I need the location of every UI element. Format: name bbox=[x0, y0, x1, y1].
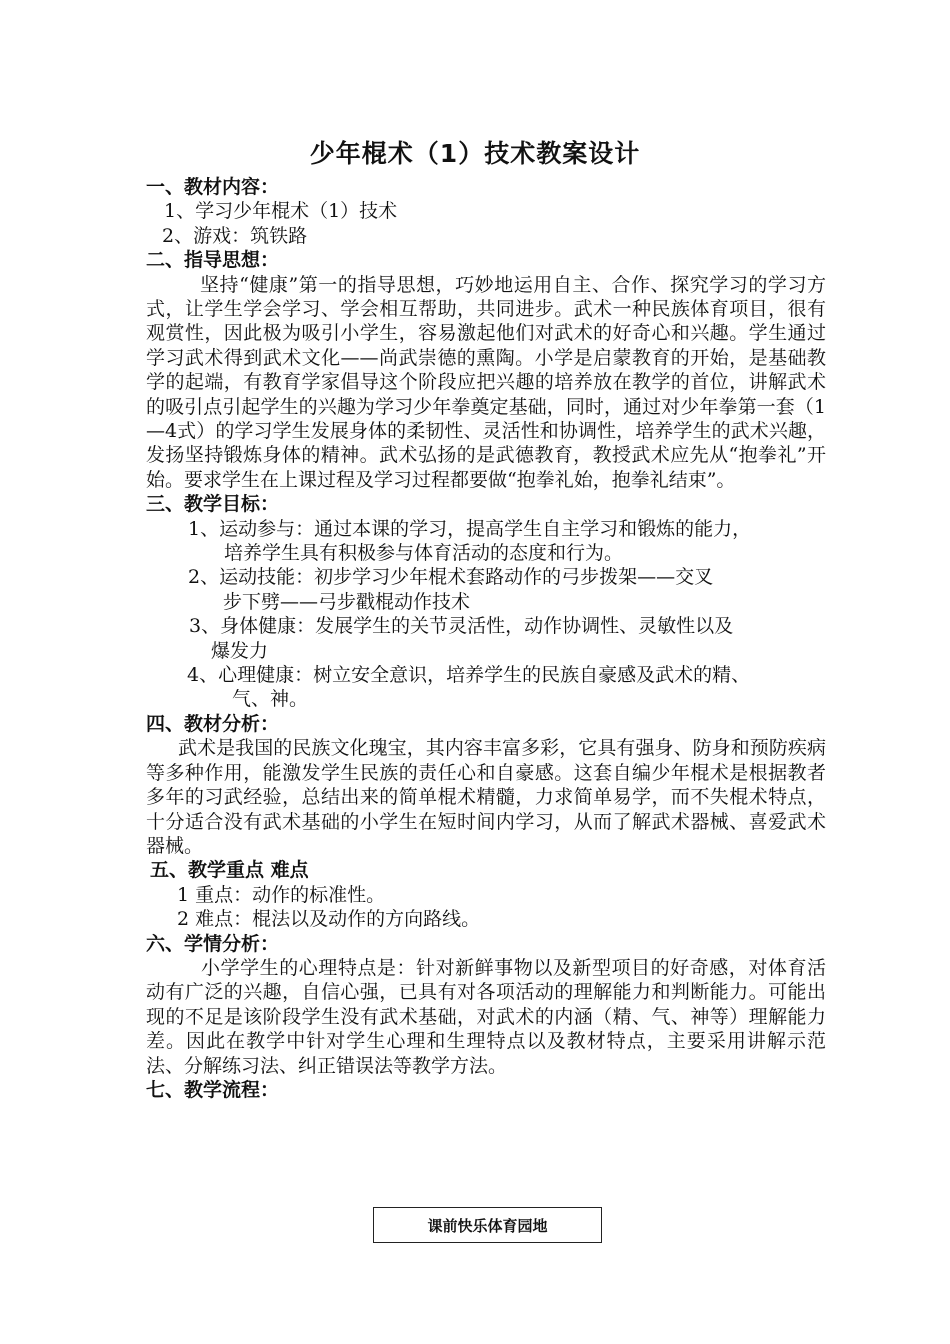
objective-item-line: 1、运动参与：通过本课的学习，提高学生自主学习和锻炼的能力， bbox=[188, 517, 752, 540]
objective-item-line: 爆发力 bbox=[211, 639, 269, 662]
objective-item-line: 2、运动技能：初步学习少年棍术套路动作的弓步拨架——交叉 bbox=[188, 566, 714, 589]
objective-item-line: 步下劈——弓步戳棍动作技术 bbox=[223, 590, 471, 613]
flow-step-box bbox=[373, 1207, 602, 1243]
document-body bbox=[146, 175, 826, 1102]
document-title: 少年棍术（1）技术教案设计 bbox=[309, 139, 641, 168]
section-heading-objectives: 三、教学目标： bbox=[146, 493, 280, 516]
section-heading-learner-analysis: 六、学情分析： bbox=[146, 932, 280, 955]
paragraph-guiding-thought: 坚持“健康”第一的指导思想，巧妙地运用自主、合作、探究学习的学习方式，让学生学会学习、学会相互帮助，共同进步。武术一种民族体育项目，很有观赏性，因此极为吸引小学生，容易激起他们对武术的好奇心和兴趣。学生通过学习武术得到武术文化——尚武崇德的熏陶。小学是启蒙教育的开始，是基础教学的起端，有教育学家倡导这个阶段应把兴趣的培养放在教学的首位，讲解武术的吸引点引起学生的兴趣为学习少年拳奠定基础，同时，通过对少年拳第一套（1—4式）的学习学生发展身体的柔韧性、灵活性和协调性，培养学生的武术兴趣，发扬坚持锻炼身体的精神。武术弘扬的是武德教育，教授武术应先从“抱拳礼”开始。要求学生在上课过程及学习过程都要做“抱拳礼始，抱拳礼结束”。 bbox=[146, 273, 826, 491]
objective-item-line: 4、心理健康：树立安全意识，培养学生的民族自豪感及武术的精、 bbox=[187, 664, 751, 687]
paragraph-material-analysis: 武术是我国的民族文化瑰宝，其内容丰富多彩，它具有强身、防身和预防疾病等多种作用，能激发学生民族的责任心和自豪感。这套自编少年棍术是根据教者多年的习武经验，总结出来的简单棍术精髓，力求简单易学，而不失棍术特点，十分适合没有武术基础的小学生在短时间内学习，从而了解武术器械、喜爱武术器械。 bbox=[146, 737, 826, 857]
section-heading-guiding-thought: 二、指导思想： bbox=[146, 249, 280, 272]
paragraph-learner-analysis: 小学学生的心理特点是：针对新鲜事物以及新型项目的好奇感，对体育活动有广泛的兴趣，自信心强，已具有对各项活动的理解能力和判断能力。可能出现的不足是该阶段学生没有武术基础，对武术的内涵（精、气、神等）理解能力差。因此在教学中针对学生心理和生理特点以及教材特点，主要采用讲解示范法、分解练习法、纠正错误法等教学方法。 bbox=[146, 956, 826, 1077]
objective-item-line: 3、身体健康：发展学生的关节灵活性，动作协调性、灵敏性以及 bbox=[189, 615, 734, 638]
section-heading-materials: 一、教材内容： bbox=[146, 176, 280, 198]
section-heading-teaching-flow: 七、教学流程： bbox=[146, 1078, 280, 1101]
section-heading-material-analysis: 四、教材分析： bbox=[146, 712, 280, 735]
objective-item-line: 气、神。 bbox=[232, 688, 309, 711]
objective-item-line: 培养学生具有积极参与体育活动的态度和行为。 bbox=[224, 542, 624, 565]
section-heading-key-points: 五、教学重点 难点 bbox=[150, 859, 309, 882]
flow-step-label: 课前快乐体育园地 bbox=[427, 1216, 548, 1235]
key-point-item: 2 难点：棍法以及动作的方向路线。 bbox=[177, 908, 481, 931]
list-item: 2、游戏：筑铁路 bbox=[162, 224, 308, 247]
key-point-item: 1 重点：动作的标准性。 bbox=[177, 883, 386, 906]
list-item: 1、学习少年棍术（1）技术 bbox=[164, 200, 398, 223]
